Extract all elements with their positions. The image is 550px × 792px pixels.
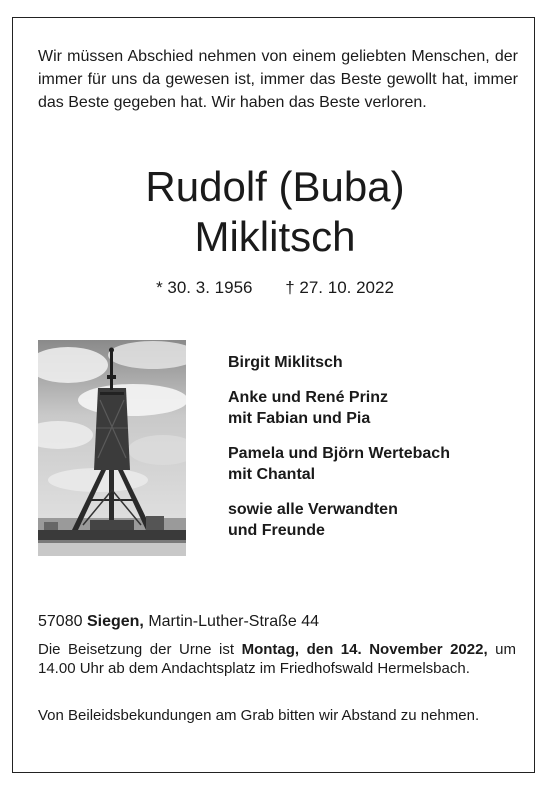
family-line: Pamela und Björn Wertebach	[228, 445, 450, 462]
family-line: Anke und René Prinz	[228, 389, 389, 406]
family-list	[228, 352, 528, 555]
burial-notice-pre: Die Beisetzung der Urne ist	[38, 641, 235, 658]
burial-date: Montag, den 14. November 2022,	[241, 641, 488, 658]
family-group	[228, 499, 528, 541]
family-line: mit Fabian und Pia	[228, 410, 371, 427]
mourning-address	[38, 613, 518, 631]
birth-date: * 30. 3. 1956	[156, 278, 253, 297]
family-line: mit Chantal	[228, 466, 316, 483]
family-line: und Freunde	[228, 522, 325, 539]
family-group	[228, 443, 528, 485]
life-dates	[0, 278, 550, 298]
family-line: sowie alle Verwandten	[228, 501, 398, 518]
postal-code: 57080	[38, 613, 83, 630]
family-group	[228, 352, 528, 373]
deceased-surname: Miklitsch	[194, 213, 356, 260]
city: Siegen,	[86, 613, 144, 630]
death-date: † 27. 10. 2022	[285, 278, 394, 297]
burial-notice	[38, 640, 516, 678]
condolence-notice: Von Beileidsbekundungen am Grab bitten wir Abstand zu nehmen.	[38, 707, 480, 724]
family-group	[228, 387, 528, 429]
lighthouse-photo	[38, 340, 186, 556]
street: Martin-Luther-Straße 44	[148, 613, 320, 630]
family-line: Birgit Miklitsch	[228, 354, 343, 371]
burial-notice-post: um 14.00 Uhr ab dem Andachtsplatz im Friedhofswald Hermelsbach.	[38, 641, 517, 677]
intro-text: Wir müssen Abschied nehmen von einem geliebten Menschen, der immer für uns da gewesen ist, immer das Beste gewollt hat, immer das Beste gegeben hat. Wir haben das Beste verloren.	[38, 48, 518, 111]
deceased-name-line1: Rudolf (Buba)	[145, 163, 405, 210]
